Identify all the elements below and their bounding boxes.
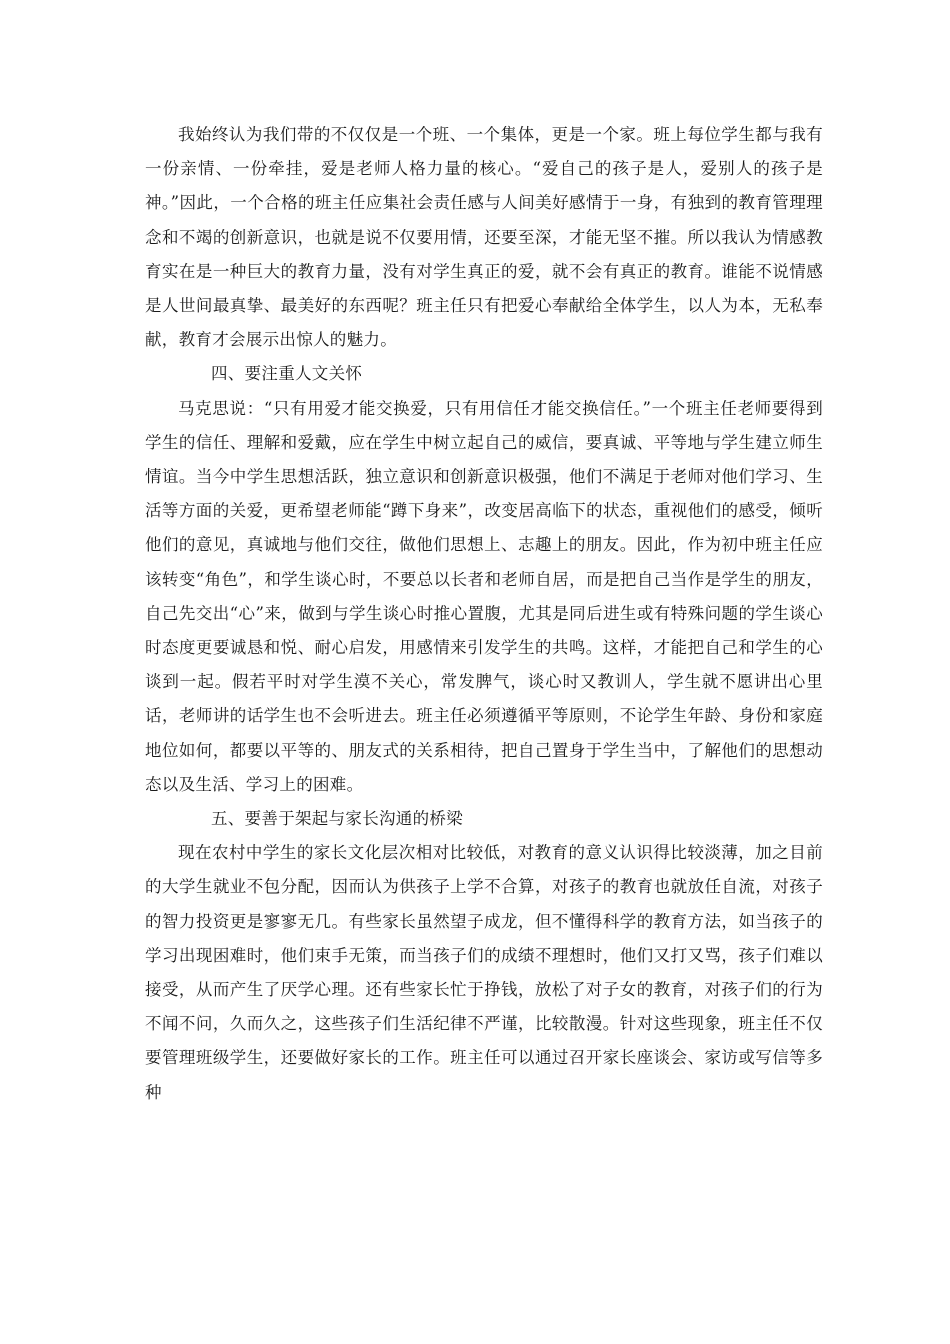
document-body (145, 118, 823, 1110)
paragraph-humanistic-care: 马克思说：“只有用爱才能交换爱，只有用信任才能交换信任。”一个班主任老师要得到学生的信任、理解和爱戴，应在学生中树立起自己的威信，要真诚、平等地与学生建立师生情谊。当今中学生思想活跃，独立意识和创新意识极强，他们不满足于老师对他们学习、生活等方面的关爱，更希望老师能“蹲下身来”，改变居高临下的状态，重视他们的感受，倾听他们的意见，真诚地与他们交往，做他们思想上、志趣上的朋友。因此，作为初中班主任应该转变“角色”，和学生谈心时，不要总以长者和老师自居，而是把自己当作是学生的朋友，自己先交出“心”来，做到与学生谈心时推心置腹，尤其是同后进生或有特殊问题的学生谈心时态度更要诚恳和悦、耐心启发，用感情来引发学生的共鸣。这样，才能把自己和学生的心谈到一起。假若平时对学生漠不关心，常发脾气，谈心时又教训人，学生就不愿讲出心里话，老师讲的话学生也不会听进去。班主任必须遵循平等原则，不论学生年龄、身份和家庭地位如何，都要以平等的、朋友式的关系相待，把自己置身于学生当中，了解他们的思想动态以及生活、学习上的困难。 (145, 398, 823, 794)
paragraph-parent-communication: 现在农村中学生的家长文化层次相对比较低，对教育的意义认识得比较淡薄，加之目前的大学生就业不包分配，因而认为供孩子上学不合算，对孩子的教育也就放任自流，对孩子的智力投资更是寥寥无几。有些家长虽然望子成龙，但不懂得科学的教育方法，如当孩子的学习出现困难时，他们束手无策，而当孩子们的成绩不理想时，他们又打又骂，孩子们难以接受，从而产生了厌学心理。还有些家长忙于挣钱，放松了对子女的教育，对孩子们的行为不闻不问，久而久之，这些孩子们生活纪律不严谨，比较散漫。针对这些现象，班主任不仅要管理班级学生，还要做好家长的工作。班主任可以通过召开家长座谈会、家访或写信等多种 (145, 843, 823, 1102)
section-heading-humanistic-care: 四、要注重人文关怀 (211, 364, 363, 384)
section-heading-parent-communication: 五、要善于架起与家长沟通的桥梁 (211, 809, 463, 829)
paragraph-love-education: 我始终认为我们带的不仅仅是一个班、一个集体，更是一个家。班上每位学生都与我有一份亲情、一份牵挂，爱是老师人格力量的核心。“爱自己的孩子是人，爱别人的孩子是神。”因此，一个合格的班主任应集社会责任感与人间美好感情于一身，有独到的教育管理理念和不竭的创新意识，也就是说不仅要用情，还要至深，才能无坚不摧。所以我认为情感教育实在是一种巨大的教育力量，没有对学生真正的爱，就不会有真正的教育。谁能不说情感是人世间最真挚、最美好的东西呢？班主任只有把爱心奉献给全体学生，以人为本，无私奉献，教育才会展示出惊人的魅力。 (145, 125, 823, 350)
